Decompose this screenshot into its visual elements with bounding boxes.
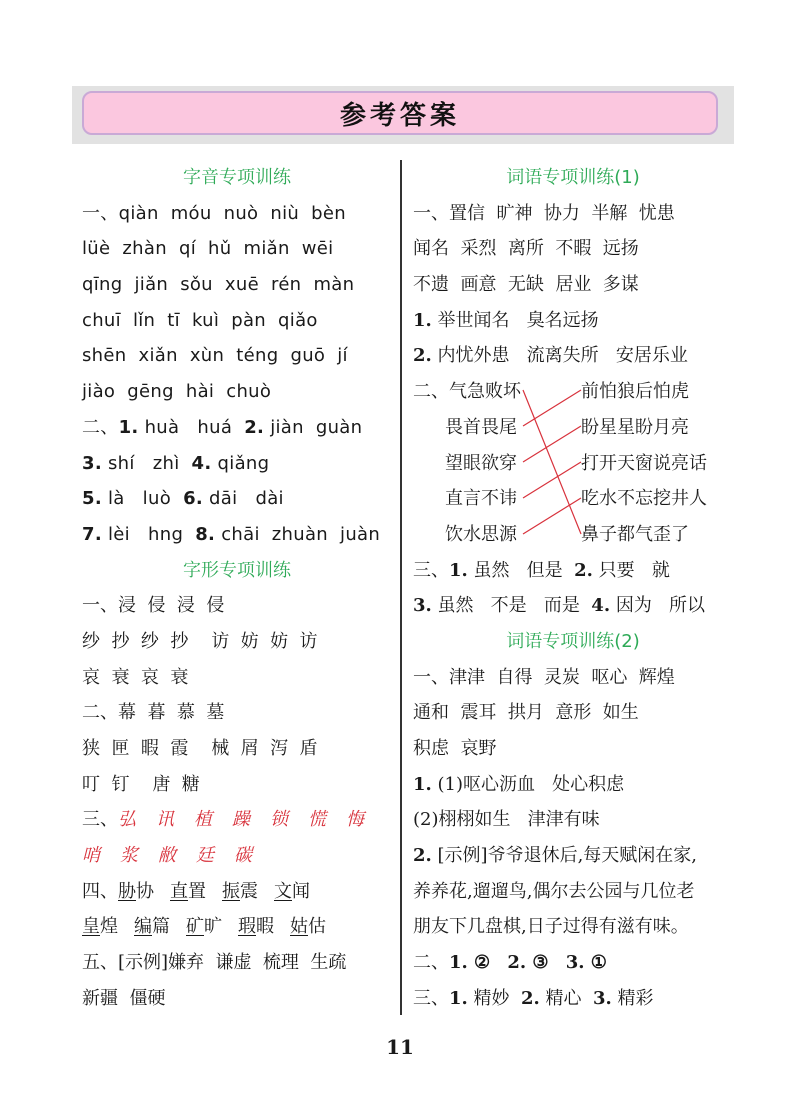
match-row — [413, 410, 733, 446]
correction-row: 三、弘 讯 植 躁 锁 慌 悔 — [82, 802, 392, 838]
answer-row: 一、浸 侵 浸 侵 — [82, 595, 225, 617]
match-right-item: 打开天窗说亮话 — [581, 452, 707, 474]
answer-row: 3. 虽然 不是 而是 4. 因为 所以 — [413, 595, 705, 617]
correction-mark: 悔 — [346, 809, 364, 831]
pinyin-row: chuī lǐn tī kuì pàn qiǎo — [82, 309, 318, 331]
paired-char: 篇 — [152, 916, 170, 938]
match-row — [413, 446, 733, 482]
answer-row: 三、1. 精妙 2. 精心 3. 精彩 — [413, 987, 654, 1009]
match-right-item: 前怕狼后怕虎 — [581, 381, 689, 403]
pinyin-row: qīng jiǎn sǒu xuē rén màn — [82, 274, 355, 296]
underlined-char: 瑕 — [238, 916, 256, 938]
page-title: 参考答案 — [82, 91, 718, 135]
underlined-char: 皇 — [82, 916, 100, 938]
correction-mark: 讯 — [156, 809, 174, 831]
paired-char: 闻 — [292, 880, 310, 902]
paired-char: 置 — [188, 880, 206, 902]
match-row — [413, 517, 733, 553]
answer-row: 闻名 采烈 离所 不暇 远扬 — [413, 238, 639, 260]
answer-row: 2. [示例]爷爷退休后,每天赋闲在家, — [413, 845, 698, 867]
underlined-char: 直 — [170, 880, 188, 902]
answer-row: 一、置信 旷神 协力 半解 忧患 — [413, 202, 675, 224]
underlined-char: 振 — [222, 880, 240, 902]
correction-row — [82, 838, 392, 874]
pinyin-row: lüè zhàn qí hǔ miǎn wēi — [82, 238, 334, 260]
correction-mark: 锁 — [270, 809, 288, 831]
match-left-item: 望眼欲穿 — [445, 452, 517, 474]
match-right-item: 吃水不忘挖井人 — [581, 488, 707, 510]
correction-mark: 弘 — [118, 809, 136, 831]
answer-row: (2)栩栩如生 津津有味 — [413, 809, 600, 831]
underlined-char: 编 — [134, 916, 152, 938]
underline-row: 四、胁协 直置 振震 文闻 — [82, 880, 310, 902]
paired-char: 估 — [308, 916, 326, 938]
answer-row: 1. (1)呕心沥血 处心积虑 — [413, 773, 625, 795]
match-right-item: 鼻子都气歪了 — [581, 523, 689, 545]
answer-row: 叮 钉 唐 糖 — [82, 773, 200, 795]
section-heading-vocab-1: 词语专项训练(1) — [506, 167, 640, 188]
paired-char: 旷 — [204, 916, 222, 938]
underline-row — [82, 909, 392, 945]
answer-row: 不遗 画意 无缺 居业 多谋 — [413, 274, 639, 296]
underlined-char: 文 — [274, 880, 292, 902]
answer-row: 二、1. ② 2. ③ 3. ① — [413, 952, 607, 974]
pinyin-row: 一、qiàn móu nuò niù bèn — [82, 202, 346, 224]
correction-mark: 躁 — [232, 809, 250, 831]
pinyin-row: shēn xiǎn xùn téng guō jí — [82, 345, 348, 367]
answer-row: 通和 震耳 拱月 意形 如生 — [413, 702, 639, 724]
match-right-item: 盼星星盼月亮 — [581, 416, 689, 438]
answer-row: 二、1. huà huá 2. jiàn guàn — [82, 416, 363, 438]
paired-char: 协 — [136, 880, 154, 902]
answer-row: 狭 匣 暇 霞 械 屑 泻 盾 — [82, 738, 318, 759]
match-left-item: 气急败坏 — [449, 381, 521, 403]
correction-mark: 植 — [194, 809, 212, 831]
answer-row: 2. 内忧外患 流离失所 安居乐业 — [413, 345, 688, 367]
title-bar — [72, 86, 734, 144]
page-number: 11 — [386, 1035, 414, 1059]
paired-char: 暇 — [256, 916, 274, 938]
section-heading-pronunciation: 字音专项训练 — [183, 167, 291, 188]
answer-row: 养养花,遛遛鸟,偶尔去公园与几位老 — [413, 880, 695, 902]
match-left-item: 直言不讳 — [445, 488, 517, 510]
underlined-char: 姑 — [290, 916, 308, 938]
answer-row: 朋友下几盘棋,日子过得有滋有味。 — [413, 916, 689, 938]
answer-row: 三、1. 虽然 但是 2. 只要 就 — [413, 559, 670, 581]
correction-mark: 敝 — [158, 845, 176, 867]
answer-row: 二、幕 暮 慕 墓 — [82, 702, 225, 724]
match-row: 二、气急败坏 前怕狼后怕虎 — [413, 374, 733, 410]
answer-row: 3. shí zhì 4. qiǎng — [82, 452, 270, 474]
match-left-item: 饮水思源 — [445, 523, 517, 545]
answer-row: 5. là luò 6. dāi dài — [82, 488, 284, 510]
right-column — [413, 160, 733, 1017]
match-left-item: 畏首畏尾 — [445, 416, 517, 438]
underlined-char: 胁 — [118, 880, 136, 902]
correction-mark: 慌 — [308, 809, 326, 831]
correction-mark: 浆 — [120, 845, 138, 867]
answer-row: 7. lèi hng 8. chāi zhuàn juàn — [82, 523, 381, 545]
underlined-char: 矿 — [186, 916, 204, 938]
answer-row: 哀 衰 哀 衰 — [82, 666, 189, 688]
answer-row: 1. 举世闻名 臭名远扬 — [413, 309, 599, 331]
section-heading-glyph: 字形专项训练 — [183, 559, 291, 581]
answer-row: 积虑 哀野 — [413, 738, 497, 759]
correction-mark: 碳 — [234, 845, 252, 867]
pinyin-row: jiào gēng hài chuò — [82, 381, 272, 403]
answer-row: 一、津津 自得 灵炭 呕心 辉煌 — [413, 666, 675, 688]
answer-row: 纱 抄 纱 抄 访 妨 妨 访 — [82, 630, 318, 652]
left-column — [82, 160, 392, 1017]
answer-row: 新疆 僵硬 — [82, 987, 166, 1009]
section-heading-vocab-2: 词语专项训练(2) — [506, 630, 640, 652]
answer-row: 五、[示例]嫌弃 谦虚 梳理 生疏 — [82, 952, 347, 974]
correction-mark: 哨 — [82, 845, 100, 867]
paired-char: 震 — [240, 880, 258, 902]
column-divider — [400, 160, 402, 1015]
correction-mark: 廷 — [196, 845, 214, 867]
paired-char: 煌 — [100, 916, 118, 938]
match-row — [413, 481, 733, 517]
